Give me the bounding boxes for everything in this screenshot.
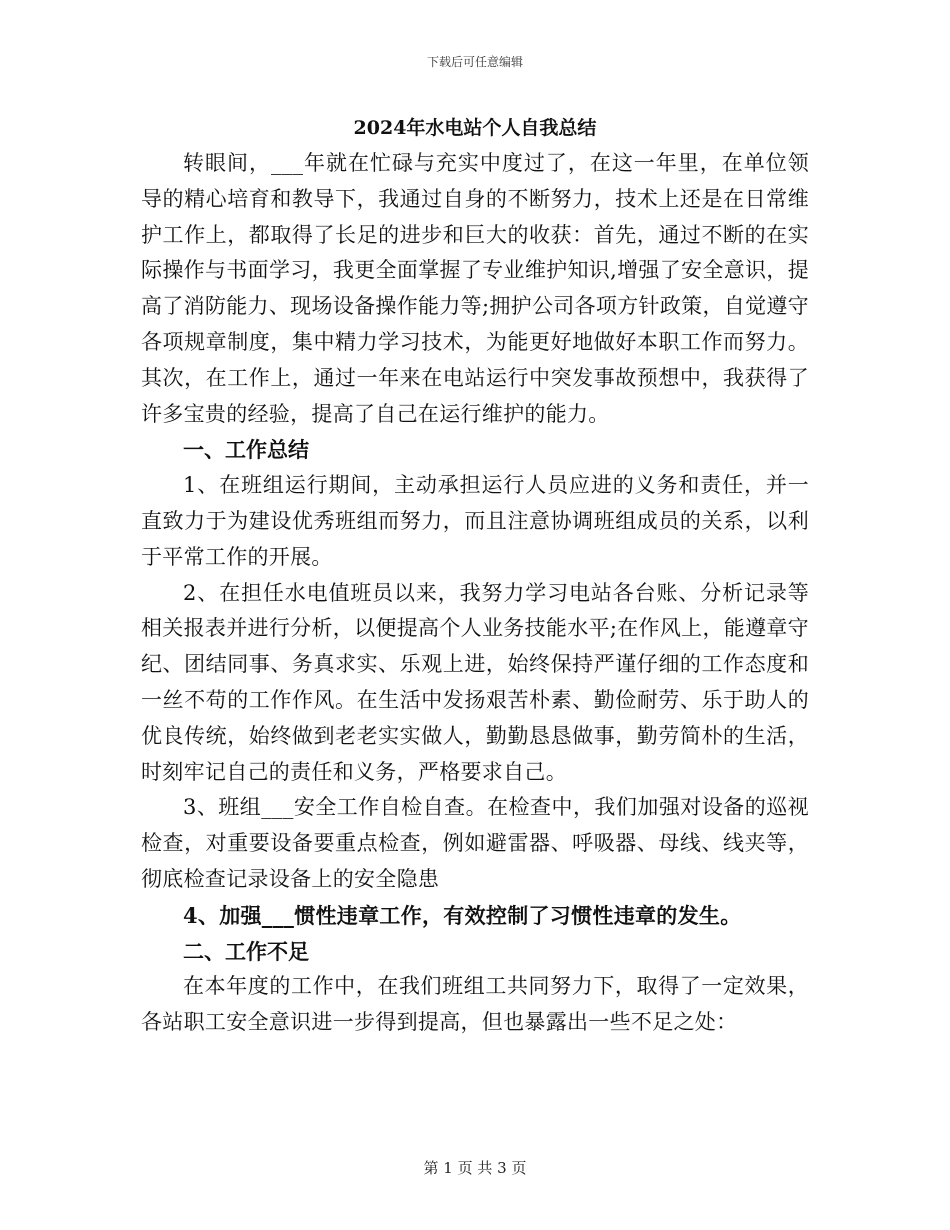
closing-paragraph: 在本年度的工作中，在我们班组工共同努力下，取得了一定效果，各站职工安全意识进一步得到提高，但也暴露出一些不足之处： [141, 974, 809, 1035]
intro-paragraph: 转眼间，___年就在忙碌与充实中度过了，在这一年里，在单位领导的精心培育和教导下，我通过自身的不断努力，技术上还是在日常维护工作上，都取得了长足的进步和巨大的收获：首先，通过不断的在实际操作与书面学习，我更全面掌握了专业维护知识,增强了安全意识，提高了消防能力、现场设备操作能力等;拥护公司各项方针政策，自觉遵守各项规章制度，集中精力学习技术，为能更好地做好本职工作而努力。其次，在工作上，通过一年来在电站运行中突发事故预想中，我获得了许多宝贵的经验，提高了自己在运行维护的能力。 [141, 151, 809, 426]
summary-item-3: 3、班组___安全工作自检自查。在检查中，我们加强对设备的巡视检查，对重要设备要重点检查，例如避雷器、呼吸器、母线、线夹等，彻底检查记录设备上的安全隐患 [141, 795, 809, 891]
page-footer: 第 1 页 共 3 页 [423, 1159, 527, 1177]
section-heading-shortcomings: 二、工作不足 [183, 938, 309, 964]
summary-item-2: 2、在担任水电值班员以来，我努力学习电站各台账、分析记录等相关报表并进行分析，以便提高个人业务技能水平;在作风上，能遵章守纪、团结同事、务真求实、乐观上进，始终保持严谨仔细的工作态度和一丝不苟的工作作风。在生活中发扬艰苦朴素、勤俭耐劳、乐于助人的优良传统，始终做到老老实实做人，勤勤恳恳做事，勤劳简朴的生活，时刻牢记自己的责任和义务，严格要求自己。 [141, 580, 809, 784]
section-heading-work-summary: 一、工作总结 [183, 437, 309, 463]
page-header: 下载后可任意编辑 [426, 55, 523, 69]
document-body [141, 110, 809, 1041]
document-title: 2024年水电站个人自我总结 [353, 117, 597, 139]
summary-item-1: 1、在班组运行期间，主动承担运行人员应进的义务和责任，并一直致力于为建设优秀班组而努力，而且注意协调班组成员的关系，以利于平常工作的开展。 [141, 473, 809, 569]
summary-item-4: 4、加强___惯性违章工作，有效控制了习惯性违章的发生。 [183, 902, 742, 928]
